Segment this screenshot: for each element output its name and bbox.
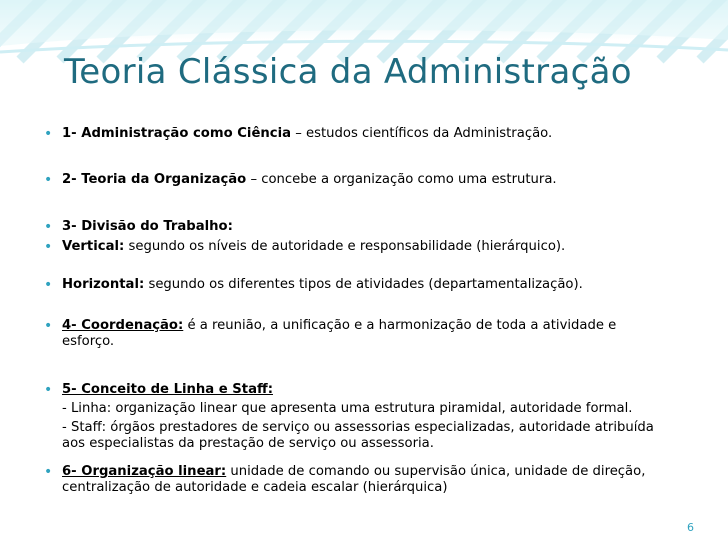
- bullet-6-text: é a reunião, a unificação e a harmonização de toda a atividade e: [183, 318, 617, 333]
- bullet-icon: •: [44, 464, 53, 480]
- bullet-icon: •: [44, 126, 53, 142]
- bullet-icon: •: [44, 172, 53, 188]
- bullet-5-text: segundo os diferentes tipos de atividades (departamentalização).: [144, 277, 583, 292]
- bullet-6-heading: 4- Coordenação:: [62, 318, 184, 333]
- bullet-3-heading: 3- Divisão do Trabalho:: [62, 219, 233, 234]
- bullet-6-text-line2: esforço.: [62, 334, 115, 349]
- sub-item-staff-line2: aos especialistas da prestação de serviço ou assessoria.: [62, 436, 434, 451]
- bullet-1-text: – estudos científicos da Administração.: [291, 126, 553, 141]
- sub-item-staff: - Staff: órgãos prestadores de serviço ou assessorias especializadas, autoridade atribuída: [62, 420, 654, 435]
- bullet-icon: •: [44, 219, 53, 235]
- bullet-2-heading: 2- Teoria da Organização: [62, 172, 247, 187]
- bullet-8-text: unidade de comando ou supervisão única, unidade de direção,: [226, 464, 646, 479]
- bullet-4: [44, 239, 565, 255]
- bullet-2-text: – concebe a organização como uma estrutura.: [246, 172, 557, 187]
- bullet-7-heading: 5- Conceito de Linha e Staff:: [62, 382, 273, 397]
- bullet-icon: •: [44, 382, 53, 398]
- bullet-8-heading: 6- Organização linear:: [62, 464, 227, 479]
- bullet-8: [44, 464, 645, 496]
- bullet-5-heading: Horizontal:: [62, 277, 145, 292]
- slide-title: Teoria Clássica da Administração: [64, 52, 632, 92]
- bullet-1: [44, 126, 552, 142]
- bullet-1-heading: 1- Administração como Ciência: [62, 126, 292, 141]
- bullet-icon: •: [44, 318, 53, 334]
- bullet-2: [44, 172, 557, 188]
- bullet-icon: •: [44, 239, 53, 255]
- sub-item-linha: - Linha: organização linear que apresenta uma estrutura piramidal, autoridade formal.: [62, 401, 633, 416]
- bullet-5: [44, 277, 583, 293]
- bullet-8-text-line2: centralização de autoridade e cadeia escalar (hierárquica): [62, 480, 448, 495]
- bullet-4-text: segundo os níveis de autoridade e responsabilidade (hierárquico).: [124, 239, 566, 254]
- bullet-6: [44, 318, 616, 350]
- bullet-4-heading: Vertical:: [62, 239, 125, 254]
- bullet-icon: •: [44, 277, 53, 293]
- bullet-7: [44, 382, 273, 398]
- slide-number: 6: [687, 521, 694, 534]
- bullet-3: [44, 219, 233, 235]
